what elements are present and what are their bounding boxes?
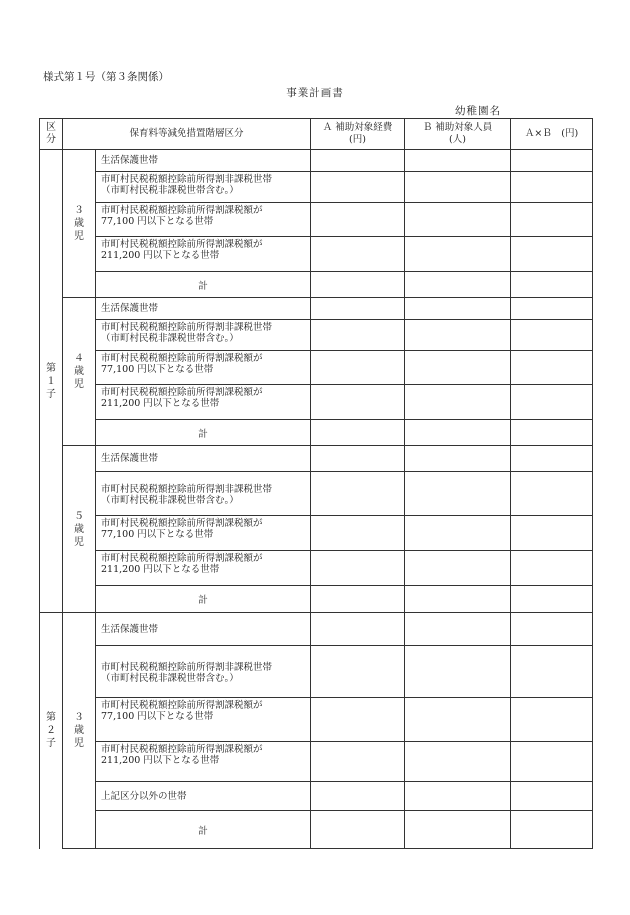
cell-b[interactable] [405, 272, 511, 298]
cell-ab[interactable] [511, 613, 593, 646]
table-row [40, 551, 593, 586]
cell-ab[interactable] [511, 446, 593, 472]
cell-ab[interactable] [511, 586, 593, 613]
cell-b[interactable] [405, 203, 511, 237]
cell-a[interactable] [311, 272, 405, 298]
cell-b[interactable] [405, 742, 511, 782]
cell-a[interactable] [311, 351, 405, 385]
category-under-77100: 市町村民税税額控除前所得割課税額が 77,100 円以下となる世帯 [96, 516, 311, 551]
header-col-ab: Ａ×Ｂ (円) [511, 119, 593, 150]
table-row [40, 646, 593, 698]
table-row [40, 172, 593, 203]
cell-b[interactable] [405, 385, 511, 420]
cell-ab[interactable] [511, 782, 593, 811]
cell-ab[interactable] [511, 203, 593, 237]
cell-ab[interactable] [511, 646, 593, 698]
cell-a[interactable] [311, 646, 405, 698]
cell-b[interactable] [405, 551, 511, 586]
cell-ab[interactable] [511, 237, 593, 272]
table-row [40, 446, 593, 472]
cell-ab[interactable] [511, 298, 593, 320]
category-exempt: 市町村民税税額控除前所得割非課税世帯 （市町村民税非課税世帯含む。） [96, 646, 311, 698]
form-number: 様式第１号（第３条関係） [43, 71, 169, 83]
cell-ab[interactable] [511, 742, 593, 782]
age-label-4: ４ 歳 児 [63, 298, 96, 446]
header-category: 保育料等減免措置階層区分 [63, 119, 311, 150]
business-plan-table [39, 118, 593, 849]
table-row [40, 298, 593, 320]
category-exempt: 市町村民税税額控除前所得割非課税世帯 （市町村民税非課税世帯含む。） [96, 172, 311, 203]
cell-b[interactable] [405, 150, 511, 172]
child-label-first: 第 １ 子 [40, 150, 63, 613]
category-under-211200: 市町村民税税額控除前所得割課税額が 211,200 円以下となる世帯 [96, 742, 311, 782]
cell-ab[interactable] [511, 320, 593, 351]
cell-a[interactable] [311, 298, 405, 320]
cell-ab[interactable] [511, 351, 593, 385]
document-title: 事業計画書 [286, 87, 344, 99]
table-row [40, 516, 593, 551]
cell-a[interactable] [311, 420, 405, 446]
cell-ab[interactable] [511, 272, 593, 298]
table-row [40, 150, 593, 172]
cell-a[interactable] [311, 551, 405, 586]
table-row [40, 472, 593, 516]
table-row [40, 320, 593, 351]
category-total: 計 [96, 811, 311, 849]
table-row [40, 351, 593, 385]
cell-ab[interactable] [511, 551, 593, 586]
cell-a[interactable] [311, 320, 405, 351]
cell-a[interactable] [311, 446, 405, 472]
category-under-77100: 市町村民税税額控除前所得割課税額が 77,100 円以下となる世帯 [96, 203, 311, 237]
cell-b[interactable] [405, 172, 511, 203]
category-other: 上記区分以外の世帯 [96, 782, 311, 811]
cell-a[interactable] [311, 150, 405, 172]
category-under-211200: 市町村民税税額控除前所得割課税額が 211,200 円以下となる世帯 [96, 551, 311, 586]
category-under-211200: 市町村民税税額控除前所得割課税額が 211,200 円以下となる世帯 [96, 237, 311, 272]
category-welfare: 生活保護世帯 [96, 446, 311, 472]
cell-a[interactable] [311, 586, 405, 613]
cell-ab[interactable] [511, 698, 593, 742]
category-exempt: 市町村民税税額控除前所得割非課税世帯 （市町村民税非課税世帯含む。） [96, 472, 311, 516]
category-welfare: 生活保護世帯 [96, 298, 311, 320]
table-row [40, 385, 593, 420]
category-welfare: 生活保護世帯 [96, 613, 311, 646]
table-row [40, 203, 593, 237]
cell-a[interactable] [311, 472, 405, 516]
cell-b[interactable] [405, 613, 511, 646]
cell-ab[interactable] [511, 385, 593, 420]
table-row [40, 586, 593, 613]
cell-a[interactable] [311, 172, 405, 203]
cell-ab[interactable] [511, 472, 593, 516]
cell-a[interactable] [311, 237, 405, 272]
category-under-211200: 市町村民税税額控除前所得割課税額が 211,200 円以下となる世帯 [96, 385, 311, 420]
age-label-3: ３ 歳 児 [63, 150, 96, 298]
category-total: 計 [96, 272, 311, 298]
cell-b[interactable] [405, 298, 511, 320]
cell-ab[interactable] [511, 150, 593, 172]
cell-b[interactable] [405, 586, 511, 613]
cell-ab[interactable] [511, 516, 593, 551]
cell-b[interactable] [405, 698, 511, 742]
table-row [40, 698, 593, 742]
category-welfare: 生活保護世帯 [96, 150, 311, 172]
table-row [40, 613, 593, 646]
cell-ab[interactable] [511, 420, 593, 446]
cell-a[interactable] [311, 385, 405, 420]
cell-a[interactable] [311, 613, 405, 646]
cell-b[interactable] [405, 446, 511, 472]
kindergarten-name-label: 幼稚園名 [455, 105, 501, 117]
table-row [40, 420, 593, 446]
cell-b[interactable] [405, 646, 511, 698]
age-label-5: ５ 歳 児 [63, 446, 96, 613]
cell-a[interactable] [311, 203, 405, 237]
cell-a[interactable] [311, 782, 405, 811]
cell-a[interactable] [311, 811, 405, 849]
cell-a[interactable] [311, 698, 405, 742]
table-row [40, 742, 593, 782]
cell-b[interactable] [405, 320, 511, 351]
cell-ab[interactable] [511, 172, 593, 203]
header-col-a: Ａ 補助対象経費 (円) [311, 119, 405, 150]
category-under-77100: 市町村民税税額控除前所得割課税額が 77,100 円以下となる世帯 [96, 351, 311, 385]
cell-a[interactable] [311, 742, 405, 782]
table-row [40, 237, 593, 272]
cell-b[interactable] [405, 516, 511, 551]
table-row [40, 811, 593, 849]
category-exempt: 市町村民税税額控除前所得割非課税世帯 （市町村民税非課税世帯含む。） [96, 320, 311, 351]
cell-a[interactable] [311, 516, 405, 551]
category-total: 計 [96, 420, 311, 446]
cell-b[interactable] [405, 811, 511, 849]
table-row [40, 782, 593, 811]
cell-b[interactable] [405, 351, 511, 385]
category-under-77100: 市町村民税税額控除前所得割課税額が 77,100 円以下となる世帯 [96, 698, 311, 742]
age-label-3-second: ３ 歳 児 [63, 613, 96, 849]
table-row [40, 272, 593, 298]
cell-b[interactable] [405, 782, 511, 811]
category-total: 計 [96, 586, 311, 613]
cell-ab[interactable] [511, 811, 593, 849]
cell-b[interactable] [405, 237, 511, 272]
child-label-second: 第 ２ 子 [40, 613, 63, 849]
header-division: 区 分 [40, 119, 63, 150]
header-col-b: Ｂ 補助対象人員 (人) [405, 119, 511, 150]
cell-b[interactable] [405, 472, 511, 516]
cell-b[interactable] [405, 420, 511, 446]
